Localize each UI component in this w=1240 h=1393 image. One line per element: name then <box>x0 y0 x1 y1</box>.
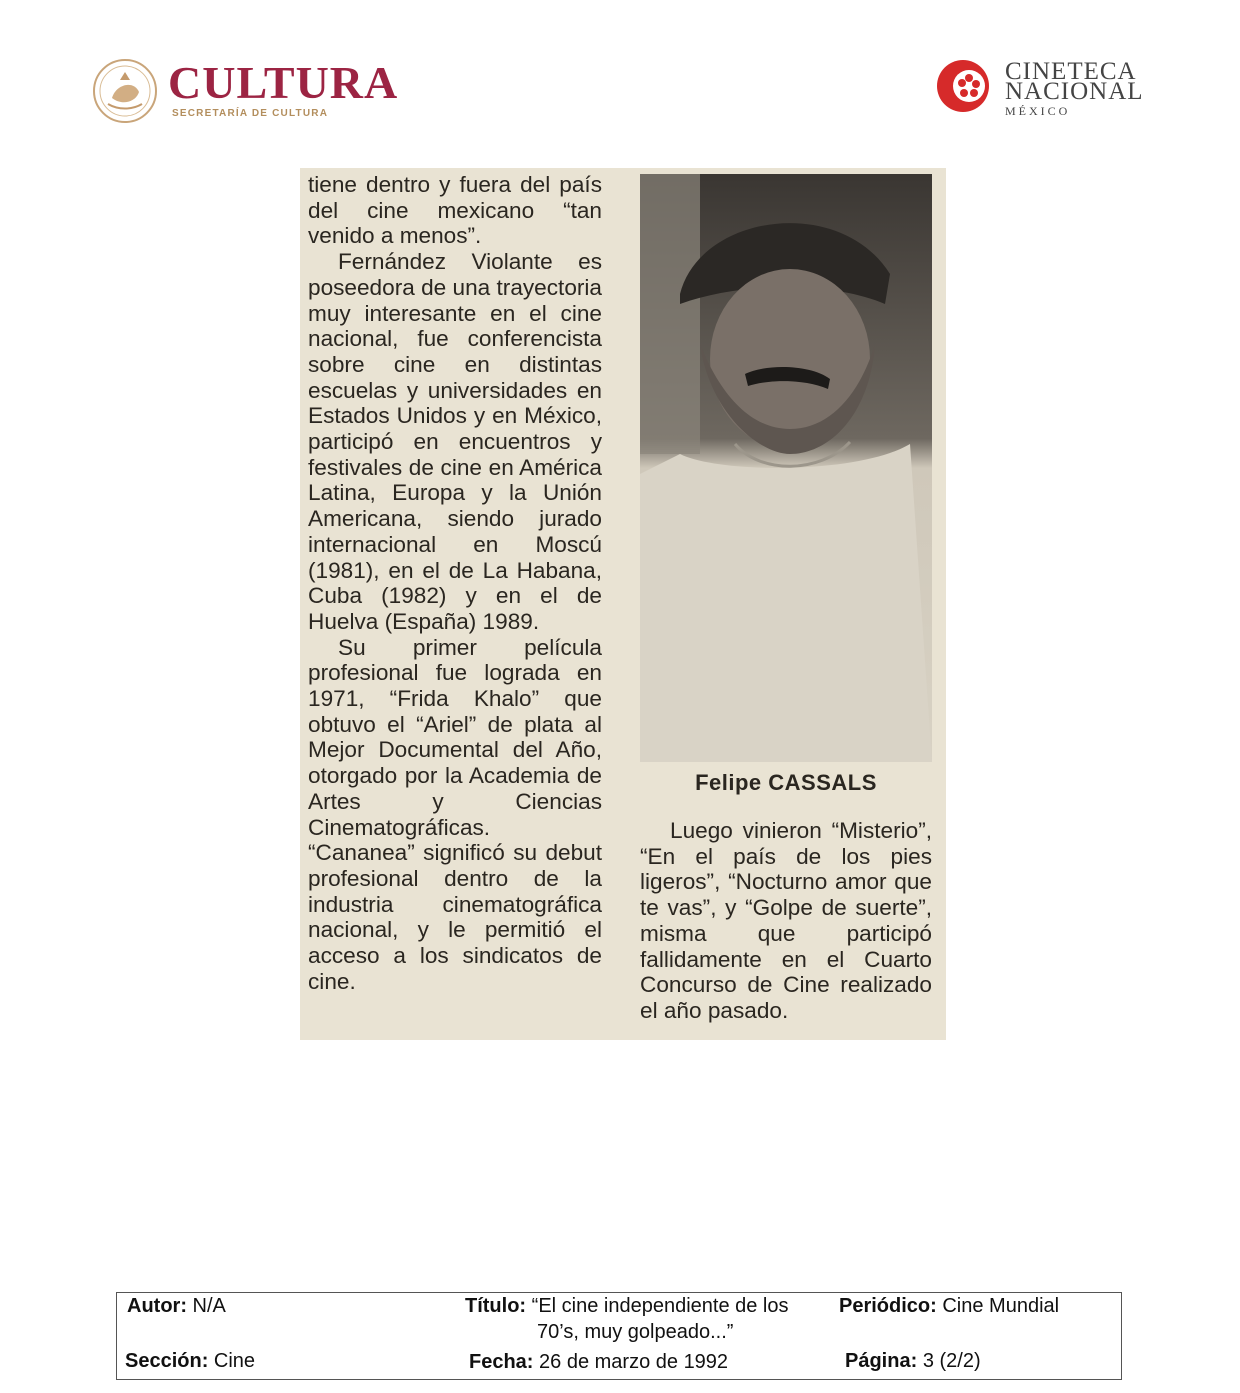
pagina-field <box>845 1350 981 1373</box>
seccion-label: Sección: <box>125 1350 209 1372</box>
mexico-seal-icon <box>92 58 158 124</box>
periodico-label: Periódico: <box>839 1295 937 1317</box>
article-paragraph: tiene dentro y fuera del país del cine mexicano “tan venido a menos”. <box>308 172 602 249</box>
film-reel-icon <box>935 58 991 114</box>
cineteca-line3: MÉXICO <box>1005 104 1071 118</box>
portrait-photo <box>640 174 932 762</box>
article-paragraph: Luego vinieron “Misterio”, “En el país de los pies ligeros”, “Nocturno amor que te vas”, y “Golpe de suerte”, misma que participó fallidamente en el Cuarto Concurso de Cine realizado el año pasado. <box>640 818 932 1023</box>
titulo-field <box>465 1295 789 1318</box>
fecha-value: 26 de marzo de 1992 <box>539 1351 729 1373</box>
metadata-box <box>116 1292 1122 1380</box>
autor-field <box>127 1295 226 1318</box>
cultura-subtitle: SECRETARÍA DE CULTURA <box>172 108 329 119</box>
pagina-label: Página: <box>845 1350 918 1372</box>
periodico-field <box>839 1295 1059 1318</box>
cultura-title: CULTURA <box>168 57 399 108</box>
article-right-column <box>640 818 932 1024</box>
article-left-column <box>308 172 602 995</box>
cineteca-line1: CINETECA <box>1005 58 1137 85</box>
article-paragraph: Su primer película profesional fue lograda en 1971, “Frida Khalo” que obtuvo el “Ariel” de plata al Mejor Documental del Año, otorgado por la Academia de Artes y Ciencias Cinematográficas. “Cananea” significó su debut profesional dentro de la industria cinematográfica nacional, y le permitió el acceso a los sindicatos de cine. <box>308 634 602 994</box>
cineteca-logo <box>935 56 1155 120</box>
seccion-value: Cine <box>213 1350 256 1372</box>
fecha-field <box>469 1351 728 1374</box>
seccion-field <box>125 1350 255 1373</box>
autor-label: Autor: <box>127 1295 187 1317</box>
titulo-value-line1: “El cine independiente de los <box>531 1295 789 1317</box>
cineteca-line2: NACIONAL <box>1005 78 1144 105</box>
fecha-label: Fecha: <box>469 1351 534 1373</box>
titulo-value-line2: 70’s, muy golpeado...” <box>537 1321 734 1343</box>
periodico-value: Cine Mundial <box>942 1295 1060 1317</box>
cultura-logo <box>92 52 422 132</box>
pagina-value: 3 (2/2) <box>922 1350 981 1372</box>
autor-value: N/A <box>192 1295 226 1317</box>
titulo-label: Título: <box>465 1295 527 1317</box>
article-paragraph: Fernández Violante es poseedora de una trayectoria muy interesante en el cine nacional, fue conferencista sobre cine en distintas escuelas y universidades en Estados Unidos y en México, participó en encuentros y festivales de cine en América Latina, Europa y la Unión Americana, siendo jurado internacional en Moscú (1981), en el de La Habana, Cuba (1982) y en el de Huelva (España) 1989. <box>308 249 602 634</box>
photo-caption: Felipe CASSALS <box>695 770 877 795</box>
